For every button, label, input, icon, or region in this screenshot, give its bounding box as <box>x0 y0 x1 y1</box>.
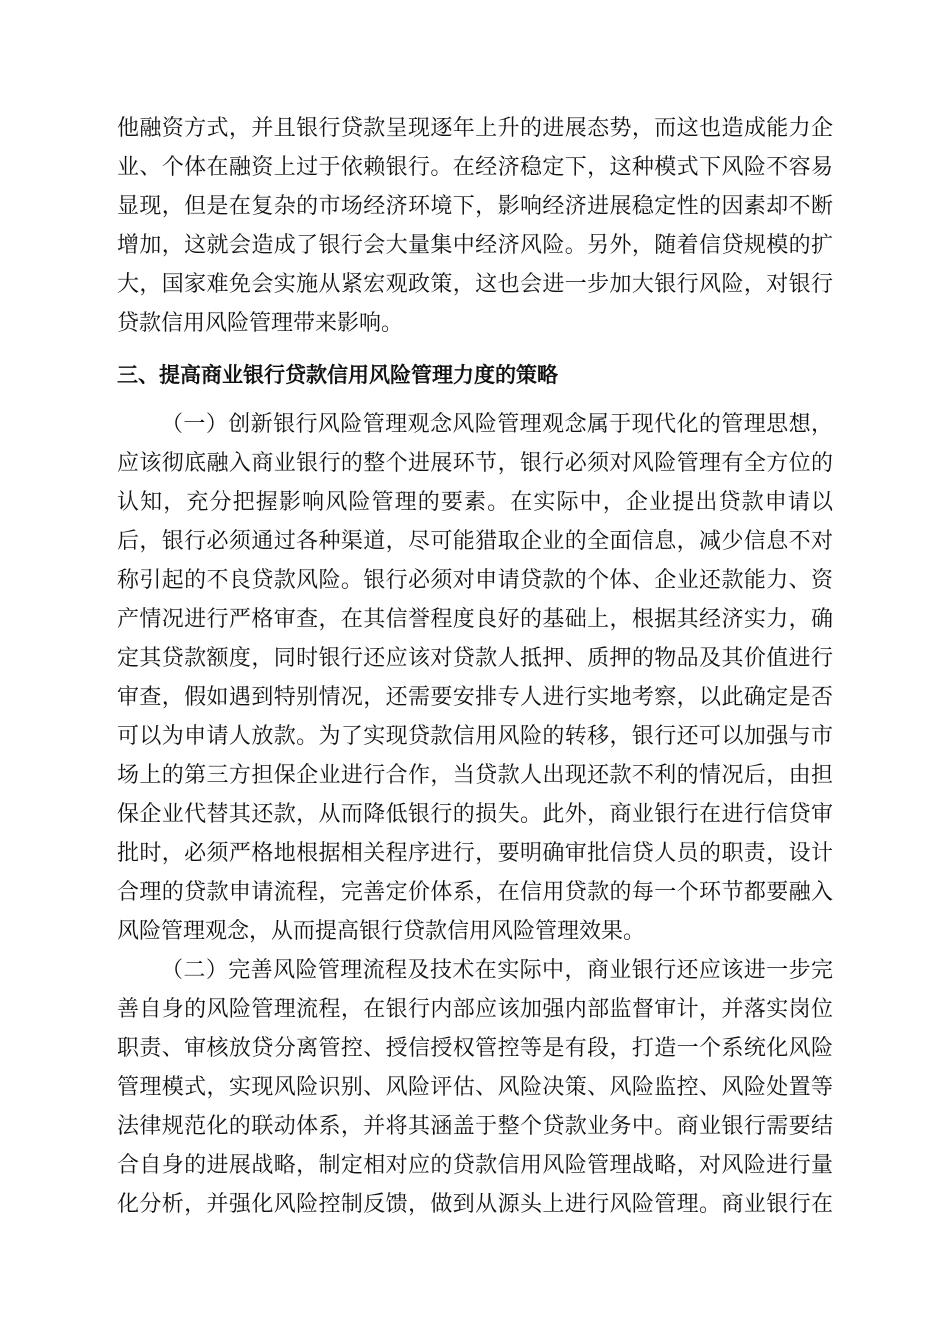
text-line: 他融资方式，并且银行贷款呈现逐年上升的进展态势，而这也造成能力企 <box>117 116 833 141</box>
paragraph-financing-risk <box>117 112 833 341</box>
text-line: 产情况进行严格审查，在其信誉程度良好的基础上，根据其经济实力，确 <box>117 607 833 632</box>
text-line: 应该彻底融入商业银行的整个进展环节，银行必须对风险管理有全方位的 <box>117 451 833 476</box>
text-line: 审查，假如遇到特别情况，还需要安排专人进行实地考察，以此确定是否 <box>117 685 833 710</box>
text-line: （一）创新银行风险管理观念风险管理观念属于现代化的管理思想， <box>161 412 833 437</box>
text-line: 保企业代替其还款，从而降低银行的损失。此外，商业银行在进行信贷审 <box>117 802 833 827</box>
text-line: 批时，必须严格地根据相关程序进行，要明确审批信贷人员的职责，设计 <box>117 841 833 866</box>
text-line: 后，银行必须通过各种渠道，尽可能猎取企业的全面信息，减少信息不对 <box>117 529 833 554</box>
text-line: 业、个体在融资上过于依赖银行。在经济稳定下，这种模式下风险不容易 <box>117 155 833 180</box>
text-line: 法律规范化的联动体系，并将其涵盖于整个贷款业务中。商业银行需要结 <box>117 1114 833 1139</box>
text-line: 合自身的进展战略，制定相对应的贷款信用风险管理战略，对风险进行量 <box>117 1153 833 1178</box>
text-line: 增加，这就会造成了银行会大量集中经济风险。另外，随着信贷规模的扩 <box>117 233 833 258</box>
document-page <box>117 112 833 1227</box>
paragraph-improve-process <box>117 954 833 1222</box>
text-line: 善自身的风险管理流程，在银行内部应该加强内部监督审计，并落实岗位 <box>117 997 833 1022</box>
text-line: 大，国家难免会实施从紧宏观政策，这也会进一步加大银行风险，对银行 <box>117 272 833 297</box>
text-line: （二）完善风险管理流程及技术在实际中，商业银行还应该进一步完 <box>161 958 833 983</box>
text-line: 化分析，并强化风险控制反馈，做到从源头上进行风险管理。商业银行在 <box>117 1192 833 1217</box>
text-line: 场上的第三方担保企业进行合作，当贷款人出现还款不利的情况后，由担 <box>117 763 833 788</box>
text-line: 认知，充分把握影响风险管理的要素。在实际中，企业提出贷款申请以 <box>117 490 833 515</box>
text-line: 职责、审核放贷分离管控、授信授权管控等是有段，打造一个系统化风险 <box>117 1036 833 1061</box>
text-line: 管理模式，实现风险识别、风险评估、风险决策、风险监控、风险处置等 <box>117 1075 833 1100</box>
text-line: 合理的贷款申请流程，完善定价体系，在信用贷款的每一个环节都要融入 <box>117 880 833 905</box>
text-line: 贷款信用风险管理带来影响。 <box>117 311 404 336</box>
text-line: 可以为申请人放款。为了实现贷款信用风险的转移，银行还可以加强与市 <box>117 724 833 749</box>
text-line: 风险管理观念，从而提高银行贷款信用风险管理效果。 <box>117 919 646 944</box>
text-line: 定其贷款额度，同时银行还应该对贷款人抵押、质押的物品及其价值进行 <box>117 646 833 671</box>
text-line: 显现，但是在复杂的市场经济环境下，影响经济进展稳定性的因素却不断 <box>117 194 833 219</box>
text-line: 称引起的不良贷款风险。银行必须对申请贷款的个体、企业还款能力、资 <box>117 568 833 593</box>
section-heading: 三、提高商业银行贷款信用风险管理力度的策略 <box>117 363 558 387</box>
paragraph-innovate-concept <box>117 408 833 949</box>
